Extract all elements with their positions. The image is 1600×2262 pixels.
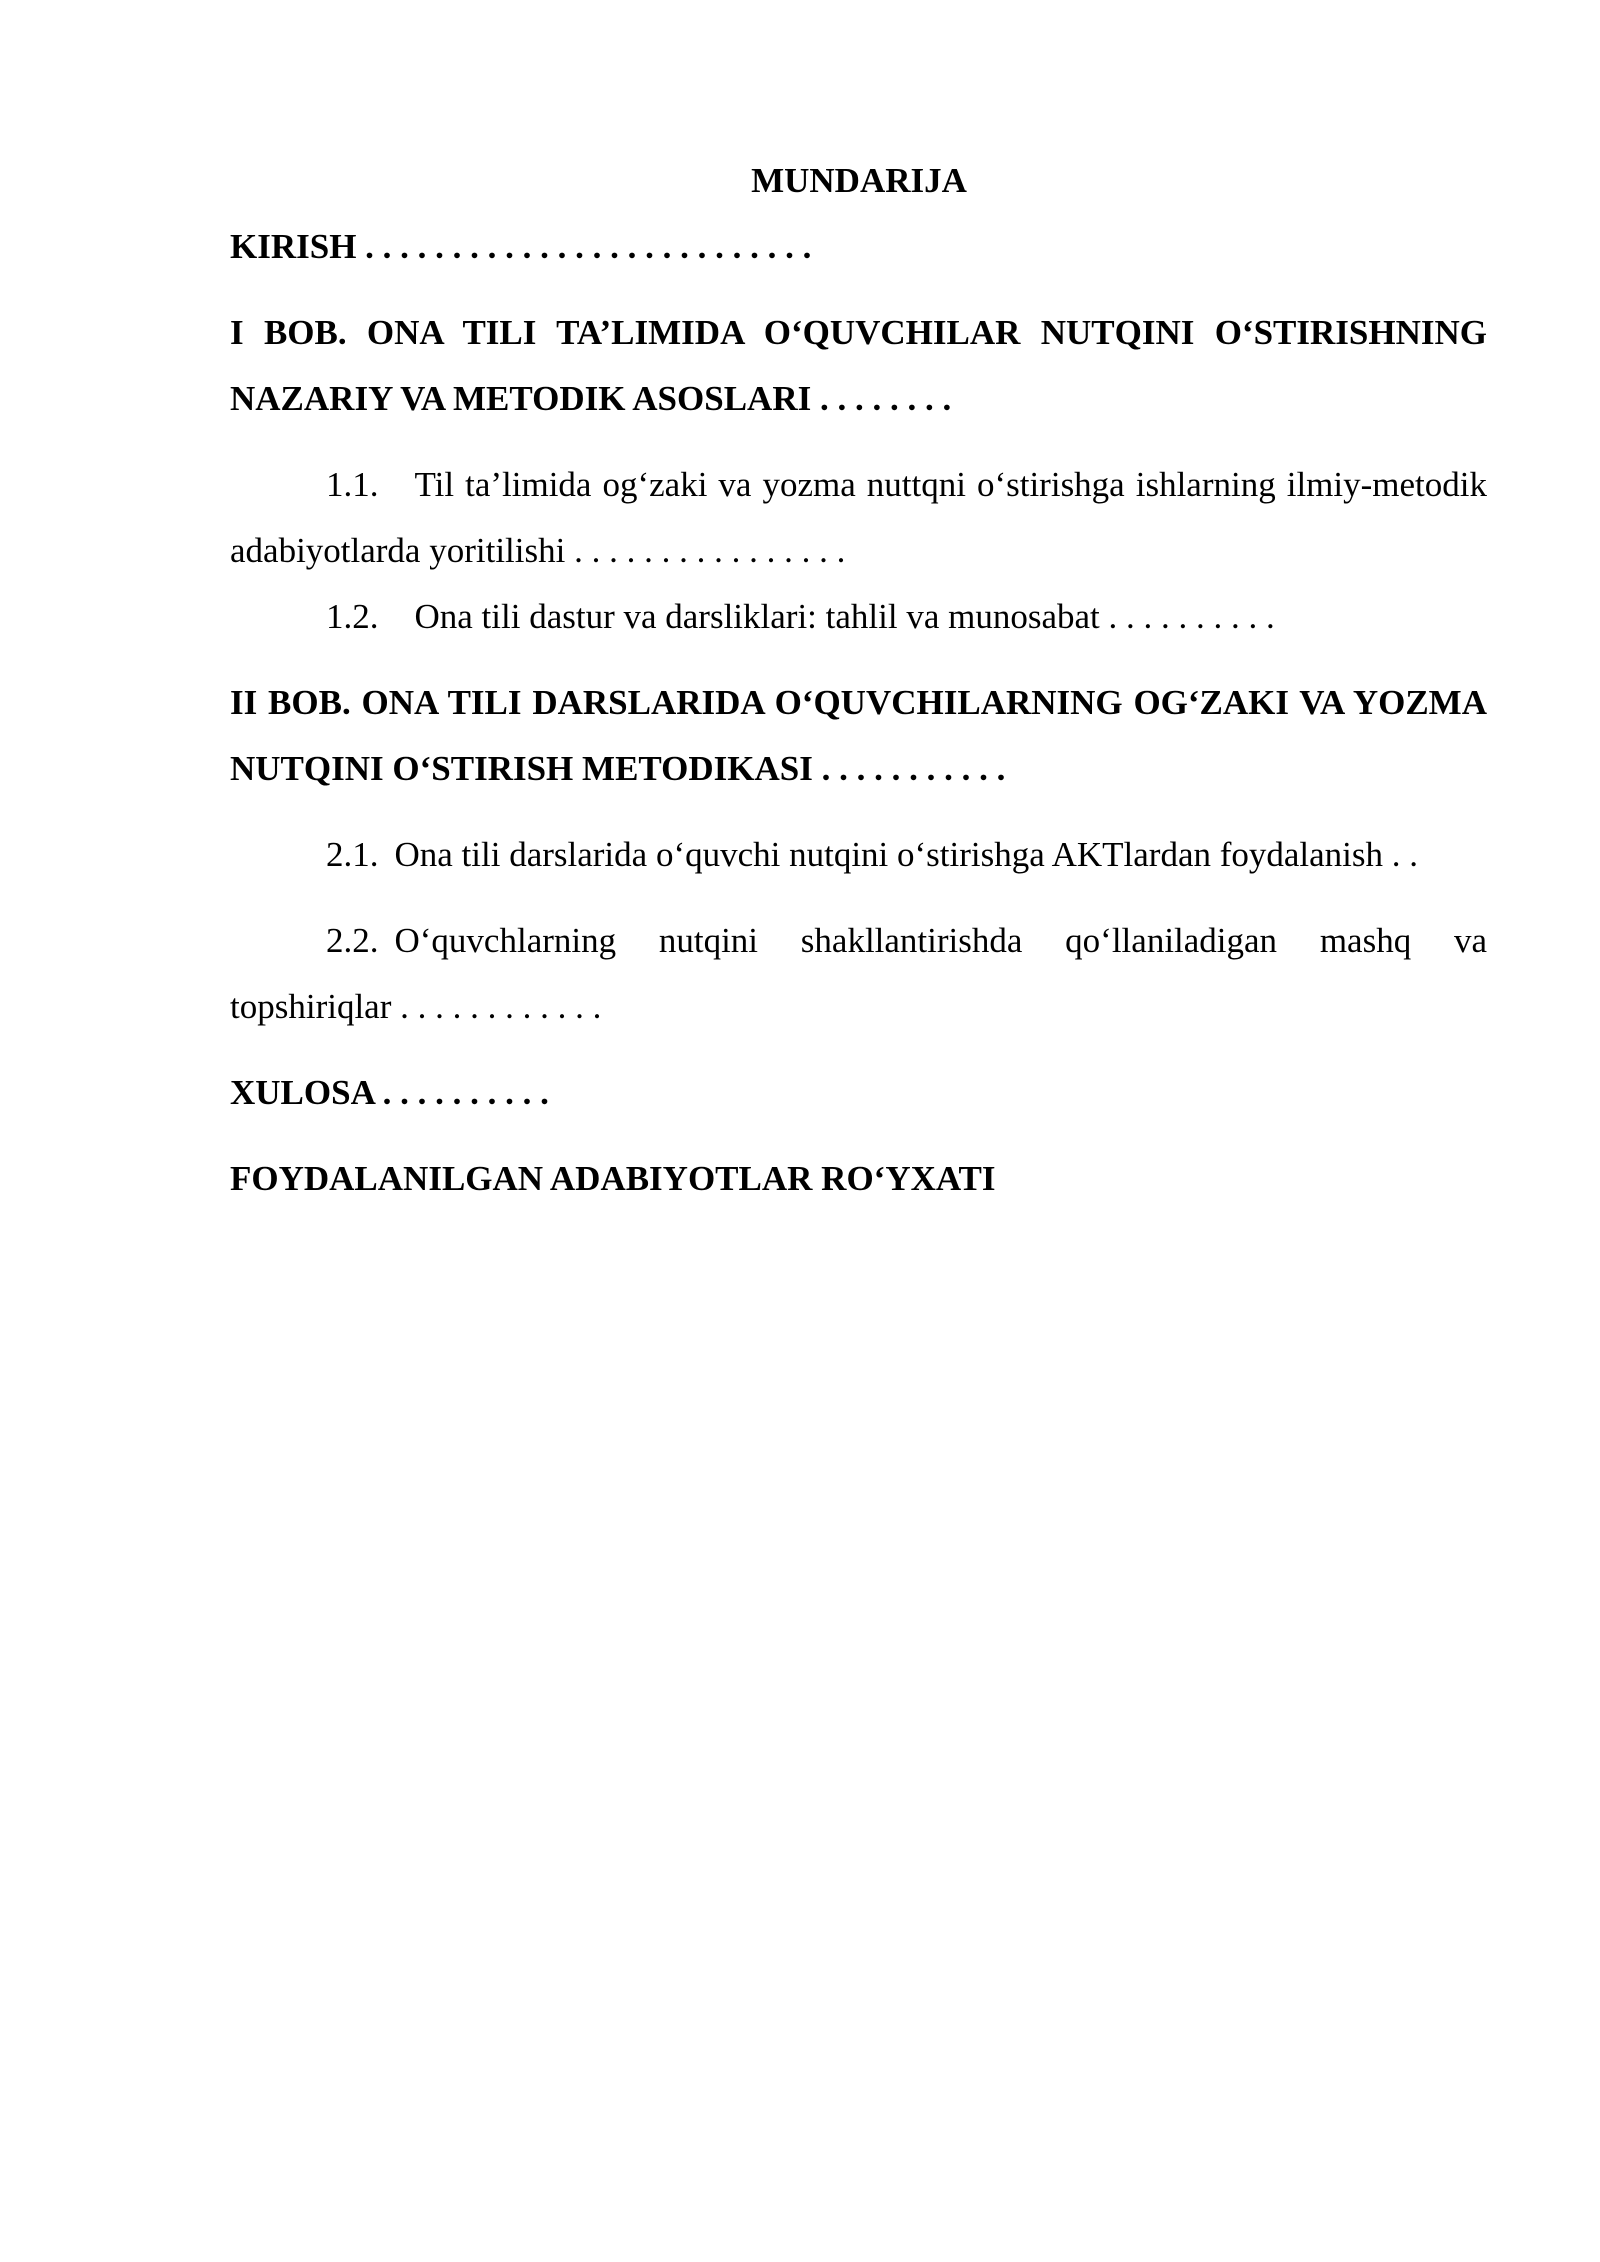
page-title: MUNDARIJA <box>751 161 967 200</box>
toc-chapter-2 <box>230 670 1487 802</box>
toc-entry-text: I BOB. ONA TILI TA’LIMIDA O‘QUVCHILAR NUTQINI O‘STIRISHNING NAZARIY VA METODIK ASOSLARI . . . . . . . . <box>230 313 1487 418</box>
toc-section-2-1 <box>230 822 1487 888</box>
toc-section-number: 1.2. <box>326 597 379 636</box>
toc-entry-text: Ona tili dastur va darsliklari: tahlil va munosabat . . . . . . . . . . <box>414 597 1275 636</box>
toc-section-number: 1.1. <box>326 465 379 504</box>
toc-entry-text: FOYDALANILGAN ADABIYOTLAR RO‘YXATI <box>230 1159 996 1198</box>
toc-entry-text: O‘quvchlarning nutqini shakllantirishda qo‘llaniladigan mashq va topshiriqlar . . . . . . . . . . . . <box>230 921 1487 1026</box>
toc-section-2-2 <box>230 908 1487 1040</box>
toc-entry-text: Ona tili darslarida o‘quvchi nutqini o‘stirishga AKTlardan foydalanish . . <box>394 835 1419 874</box>
toc-entry-text: KIRISH . . . . . . . . . . . . . . . . . . . . . . . . . . <box>230 227 812 266</box>
toc-entry-text: Til ta’limida og‘zaki va yozma nuttqni o‘stirishga ishlarning ilmiy-metodik adabiyotlarda yoritilishi . . . . . . . . . . . . . . . . <box>230 465 1487 570</box>
toc-section-1-1 <box>230 452 1487 584</box>
toc-entry-text: XULOSA . . . . . . . . . . <box>230 1073 549 1112</box>
toc-entry-text: II BOB. ONA TILI DARSLARIDA O‘QUVCHILARNING OG‘ZAKI VA YOZMA NUTQINI O‘STIRISH METODIKASI . . . . . . . . . . . <box>230 683 1487 788</box>
toc-entry-kirish <box>230 214 1487 280</box>
table-of-contents <box>230 148 1487 1212</box>
toc-entry-xulosa <box>230 1060 1487 1126</box>
toc-section-number: 2.1. <box>326 835 379 874</box>
toc-chapter-1 <box>230 300 1487 432</box>
toc-section-number: 2.2. <box>326 921 379 960</box>
toc-section-1-2 <box>230 584 1487 650</box>
toc-entry-bibliography <box>230 1146 1487 1212</box>
